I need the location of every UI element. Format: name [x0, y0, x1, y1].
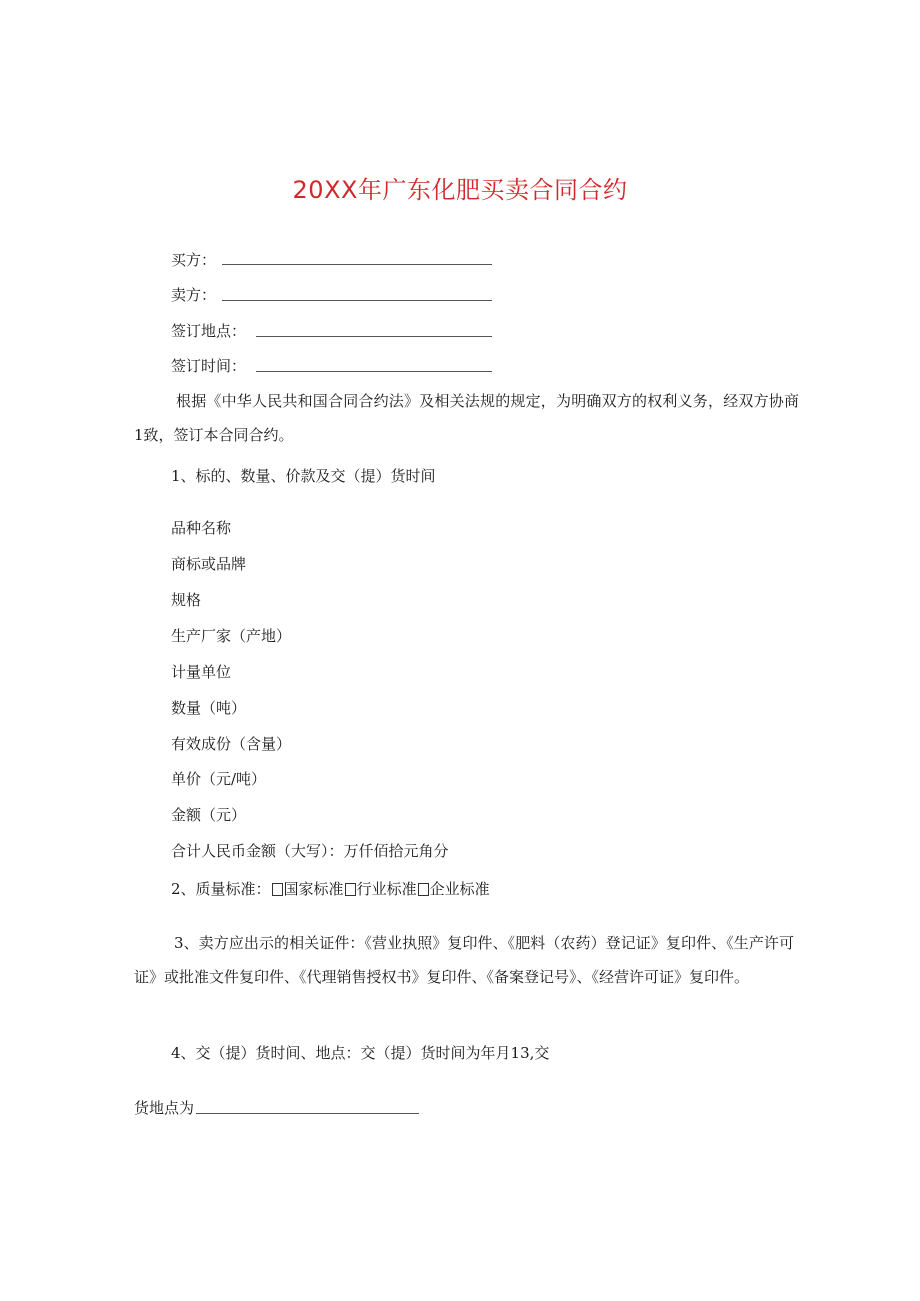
signing-time-blank-line	[256, 371, 492, 372]
preamble-paragraph: 根据《中华人民共和国合同合约法》及相关法规的规定，为明确双方的权利义务，经双方协商1致，签订本合同合约。	[134, 392, 799, 444]
option-enterprise-standard: 企业标准	[429, 880, 490, 898]
item-quantity: 数量（吨）	[171, 699, 247, 717]
checkbox-enterprise	[418, 883, 429, 896]
item-manufacturer: 生产厂家（产地）	[171, 627, 292, 645]
section4-delivery: 4、交（提）货时间、地点：交（提）货时间为年月13,交	[171, 1044, 550, 1062]
item-total-amount: 合计人民币金额（大写）：万仟佰拾元角分	[171, 842, 449, 860]
item-unit-price: 单价（元/吨）	[171, 770, 267, 788]
item-unit: 计量单位	[171, 663, 232, 681]
seller-label: 卖方：	[171, 286, 217, 304]
section1-heading: 1、标的、数量、价款及交（提）货时间	[171, 467, 436, 485]
item-active-ingredient: 有效成份（含量）	[171, 735, 292, 753]
seller-blank-line	[222, 300, 492, 301]
buyer-label: 买方：	[171, 251, 217, 269]
signing-time-label: 签订时间：	[171, 357, 247, 375]
checkbox-industry	[345, 883, 356, 896]
signing-place-label: 签订地点：	[171, 322, 247, 340]
signing-place-blank-line	[256, 336, 492, 337]
option-national-standard: 国家标准	[283, 880, 344, 898]
item-variety-name: 品种名称	[171, 519, 232, 537]
option-industry-standard: 行业标准	[356, 880, 417, 898]
item-spec: 规格	[171, 591, 202, 609]
delivery-place-blank-line	[196, 1113, 419, 1114]
section2-quality-standard	[171, 879, 490, 899]
delivery-place-label: 货地点为	[134, 1099, 195, 1117]
checkbox-national	[272, 883, 283, 896]
item-amount: 金额（元）	[171, 806, 247, 824]
buyer-blank-line	[222, 264, 492, 265]
section3-paragraph: 3、卖方应出示的相关证件：《营业执照》复印件、《肥料（农药）登记证》复印件、《生产许可证》或批准文件复印件、《代理销售授权书》复印件、《备案登记号》、《经营许可证》复印件。	[134, 934, 794, 986]
section2-prefix: 2、质量标准：	[171, 880, 271, 898]
item-brand: 商标或品牌	[171, 555, 247, 573]
page-title: 20XX年广东化肥买卖合同合约	[292, 176, 628, 204]
